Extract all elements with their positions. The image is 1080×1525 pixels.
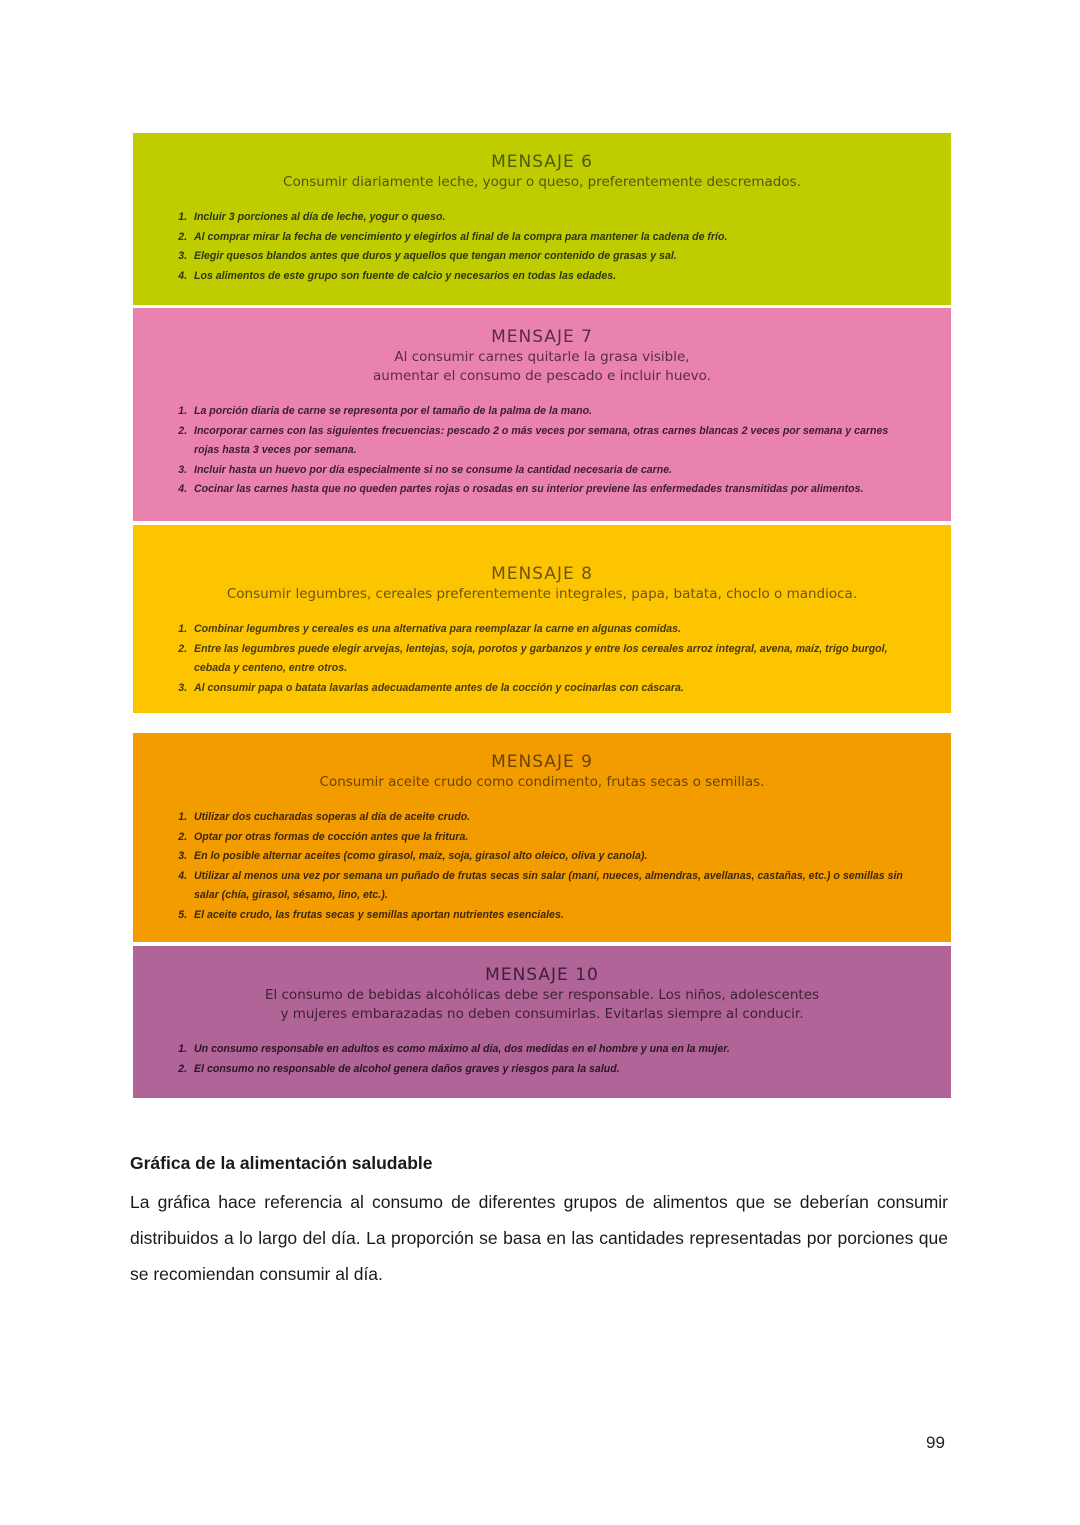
message-6-list xyxy=(173,208,911,286)
list-item: 2. Al comprar mirar la fecha de vencimiento y elegirlos al final de la compra para mantener la cadena de frío. xyxy=(190,228,911,248)
message-7-panel xyxy=(133,308,951,521)
message-7-subtitle-line-1: Al consumir carnes quitarle la grasa visible, xyxy=(394,349,690,365)
message-8-subtitle: Consumir legumbres, cereales preferentemente integrales, papa, batata, choclo o mandioca. xyxy=(226,586,858,602)
list-item: 2. El consumo no responsable de alcohol genera daños graves y riesgos para la salud. xyxy=(190,1060,911,1080)
message-8-list xyxy=(173,620,911,698)
message-9-subtitle: Consumir aceite crudo como condimento, frutas secas o semillas. xyxy=(319,774,765,790)
message-10-title: MENSAJE 10 xyxy=(485,965,599,985)
message-9-title: MENSAJE 9 xyxy=(491,752,593,772)
section-heading: Gráfica de la alimentación saludable xyxy=(130,1153,433,1173)
message-10-list xyxy=(173,1040,911,1079)
page-number: 99 xyxy=(926,1433,945,1452)
list-item: 4. Cocinar las carnes hasta que no queden partes rojas o rosadas en su interior previene las enfermedades transmitidas por alimentos. xyxy=(190,480,911,500)
list-item: 1. Un consumo responsable en adultos es como máximo al día, dos medidas en el hombre y una en la mujer. xyxy=(190,1040,911,1060)
message-8-panel xyxy=(133,525,951,713)
message-6-panel xyxy=(133,133,951,305)
list-item: 1. Utilizar dos cucharadas soperas al día de aceite crudo. xyxy=(190,808,911,828)
message-6-title: MENSAJE 6 xyxy=(491,152,593,172)
message-6-subtitle: Consumir diariamente leche, yogur o queso, preferentemente descremados. xyxy=(283,174,801,190)
message-9-list xyxy=(173,808,911,925)
list-item: 2. Optar por otras formas de cocción antes que la fritura. xyxy=(190,828,911,848)
section-body: La gráfica hace referencia al consumo de diferentes grupos de alimentos que se deberían consumir distribuidos a lo largo del día. La proporción se basa en las cantidades representadas por porciones que se recomiendan consumir al día. xyxy=(130,1192,948,1284)
list-item: 5. El aceite crudo, las frutas secas y semillas aportan nutrientes esenciales. xyxy=(190,906,911,926)
message-7-list xyxy=(173,402,911,500)
list-item: 2. Entre las legumbres puede elegir arvejas, lentejas, soja, porotos y garbanzos y entre los cereales arroz integral, avena, maíz, trigo burgol, cebada y centeno, entre otros. xyxy=(190,640,911,679)
list-item: 4. Utilizar al menos una vez por semana un puñado de frutas secas sin salar (maní, nueces, almendras, avellanas, castañas, etc.) o semillas sin salar (chía, girasol, sésamo, lino, etc.). xyxy=(190,867,911,906)
message-8-title: MENSAJE 8 xyxy=(491,564,593,584)
message-9-panel xyxy=(133,733,951,942)
list-item: 2. Incorporar carnes con las siguientes frecuencias: pescado 2 o más veces por semana, otras carnes blancas 2 veces por semana y carnes rojas hasta 3 veces por semana. xyxy=(190,422,911,461)
list-item: 3. Incluir hasta un huevo por día especialmente si no se consume la cantidad necesaria de carne. xyxy=(190,461,911,481)
list-item: 3. En lo posible alternar aceites (como girasol, maíz, soja, girasol alto oleico, oliva y canola). xyxy=(190,847,911,867)
message-10-subtitle-line-1: El consumo de bebidas alcohólicas debe ser responsable. Los niños, adolescentes xyxy=(264,987,820,1003)
message-7-subtitle-line-2: aumentar el consumo de pescado e incluir huevo. xyxy=(373,368,711,384)
list-item: 1. Combinar legumbres y cereales es una alternativa para reemplazar la carne en algunas comidas. xyxy=(190,620,911,640)
message-7-title: MENSAJE 7 xyxy=(491,327,593,347)
message-10-subtitle-line-2: y mujeres embarazadas no deben consumirlas. Evitarlas siempre al conducir. xyxy=(280,1006,804,1022)
list-item: 1. La porción diaria de carne se representa por el tamaño de la palma de la mano. xyxy=(190,402,911,422)
list-item: 3. Elegir quesos blandos antes que duros y aquellos que tengan menor contenido de grasas y sal. xyxy=(190,247,911,267)
list-item: 4. Los alimentos de este grupo son fuente de calcio y necesarios en todas las edades. xyxy=(190,267,911,287)
list-item: 1. Incluir 3 porciones al día de leche, yogur o queso. xyxy=(190,208,911,228)
message-10-panel xyxy=(133,946,951,1098)
list-item: 3. Al consumir papa o batata lavarlas adecuadamente antes de la cocción y cocinarlas con cáscara. xyxy=(190,679,911,699)
